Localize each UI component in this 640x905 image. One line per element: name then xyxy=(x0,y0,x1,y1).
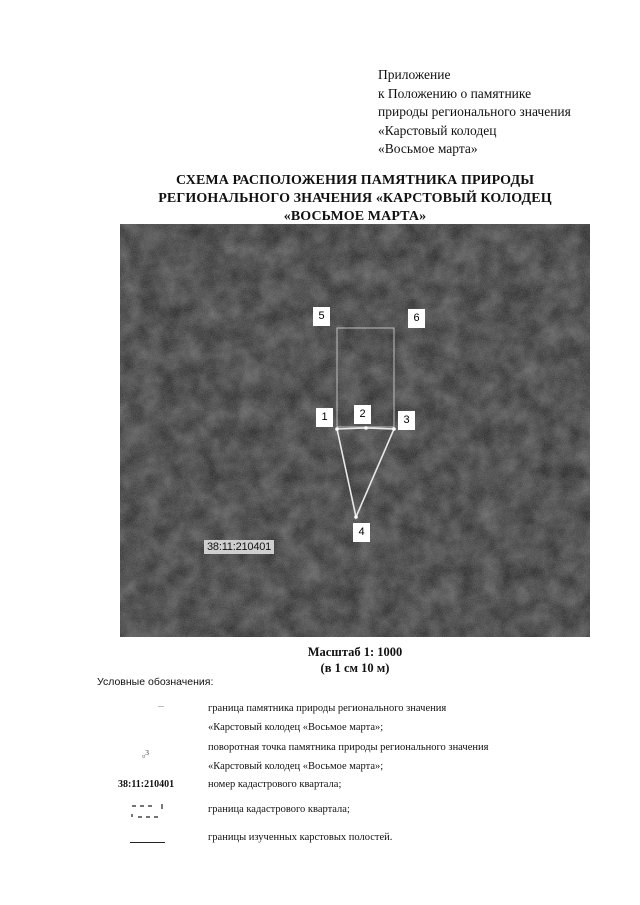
appendix-line: «Восьмое марта» xyxy=(378,141,478,156)
legend-boundary-symbol xyxy=(158,706,164,707)
legend-point-symbol xyxy=(142,748,149,761)
point-label-3: 3 xyxy=(398,411,415,430)
title-line: «ВОСЬМОЕ МАРТА» xyxy=(283,209,427,224)
legend-text-line: номер кадастрового квартала; xyxy=(208,779,342,790)
point-label-5: 5 xyxy=(313,307,330,326)
legend-text-line: граница памятника природы регионального значения xyxy=(208,703,447,714)
point-label-6: 6 xyxy=(408,309,425,328)
legend-item-boundary xyxy=(208,699,446,737)
turning-point-2 xyxy=(364,426,368,430)
location-map xyxy=(120,224,590,637)
legend-cadastral-boundary-icon xyxy=(130,800,166,820)
appendix-line: «Карстовый колодец xyxy=(378,122,497,138)
legend-item-turning-point xyxy=(208,738,488,776)
legend-item-cadastral-boundary xyxy=(208,800,350,819)
scale-block xyxy=(240,644,470,676)
map-overlay xyxy=(120,224,590,637)
turning-point-3 xyxy=(392,427,396,431)
legend-point-dot-icon: ▫ xyxy=(142,751,146,761)
imagery-grain xyxy=(120,224,590,637)
scale-explanation: (в 1 см 10 м) xyxy=(320,661,390,675)
legend-text-line: поворотная точка памятника природы регионального значения xyxy=(208,742,489,753)
legend-text-line: «Карстовый колодец «Восьмое марта»; xyxy=(208,722,384,733)
document-title xyxy=(120,172,590,226)
legend-cavity-line-icon xyxy=(130,842,165,843)
legend-cadastral-symbol: 38:11:210401 xyxy=(118,779,175,790)
legend-point-number: 3 xyxy=(145,748,149,757)
point-label-4: 4 xyxy=(353,523,370,542)
title-line: СХЕМА РАСПОЛОЖЕНИЯ ПАМЯТНИКА ПРИРОДЫ xyxy=(175,173,535,188)
appendix-line: Приложение xyxy=(378,67,451,82)
point-label-2: 2 xyxy=(354,405,371,424)
appendix-line: природы регионального значения xyxy=(378,104,571,119)
legend-item-cavities xyxy=(208,828,392,847)
title-line: РЕГИОНАЛЬНОГО ЗНАЧЕНИЯ «КАРСТОВЫЙ КОЛОДЕЦ xyxy=(158,191,552,206)
appendix-block xyxy=(378,66,571,159)
legend-text-line: граница кадастрового квартала; xyxy=(208,804,350,815)
cadastral-quarter-label: 38:11:210401 xyxy=(204,540,274,554)
point-label-1: 1 xyxy=(316,408,333,427)
legend-item-cadastral-number xyxy=(208,775,341,794)
scale-ratio: Масштаб 1: 1000 xyxy=(307,645,403,659)
legend-text-line: границы изученных карстовых полостей. xyxy=(208,832,393,843)
legend-title: Условные обозначения: xyxy=(97,676,214,688)
turning-point-4 xyxy=(354,515,358,519)
legend-text-line: «Карстовый колодец «Восьмое марта»; xyxy=(208,761,384,772)
turning-point-1 xyxy=(335,427,339,431)
appendix-line: к Положению о памятнике xyxy=(378,85,532,101)
